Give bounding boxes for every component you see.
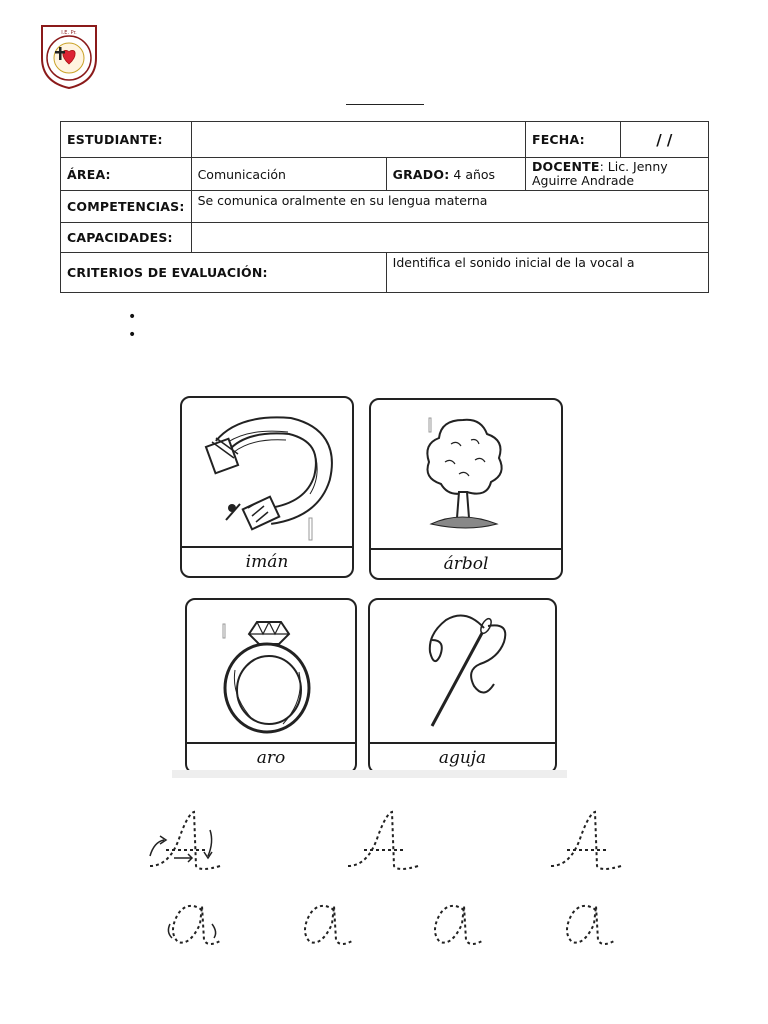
logo-top-text: I.E. Pr. bbox=[61, 30, 77, 36]
trace-uppercase-a-guide bbox=[140, 806, 230, 876]
estudiante-label: ESTUDIANTE: bbox=[61, 122, 192, 158]
grado-value: 4 años bbox=[453, 166, 496, 182]
student-info-table bbox=[60, 121, 709, 293]
trace-lowercase-a bbox=[552, 894, 624, 954]
docente-value: : Lic. Jenny Aguirre Andrade bbox=[531, 159, 668, 188]
card-aro[interactable] bbox=[185, 598, 357, 774]
trace-lowercase-a bbox=[290, 894, 362, 954]
card-caption: árbol bbox=[371, 548, 561, 578]
needle-icon bbox=[370, 600, 555, 740]
docente-label: DOCENTE bbox=[531, 159, 600, 174]
card-aguja[interactable] bbox=[368, 598, 557, 774]
area-value: Comunicación bbox=[191, 158, 386, 191]
card-arbol[interactable] bbox=[369, 398, 563, 580]
criterios-label: CRITERIOS DE EVALUACIÓN: bbox=[61, 253, 387, 293]
school-logo bbox=[38, 18, 100, 90]
competencias-value: Se comunica oralmente en su lengua materna bbox=[191, 191, 708, 223]
card-iman[interactable] bbox=[180, 396, 354, 578]
capacidades-field[interactable] bbox=[191, 223, 708, 253]
ring-icon bbox=[187, 600, 355, 740]
magnet-icon bbox=[182, 398, 352, 546]
card-caption: aguja bbox=[370, 742, 555, 772]
area-label: ÁREA: bbox=[61, 158, 192, 191]
criterios-value: Identifica el sonido inicial de la vocal a bbox=[386, 253, 708, 293]
trace-lowercase-a-guide bbox=[158, 894, 230, 954]
image-shadow bbox=[172, 770, 567, 778]
capacidades-label: CAPACIDADES: bbox=[61, 223, 192, 253]
estudiante-field[interactable] bbox=[191, 122, 525, 158]
bullet-item: • bbox=[128, 309, 137, 325]
card-caption: imán bbox=[182, 546, 352, 576]
fecha-field[interactable]: / / bbox=[620, 122, 708, 158]
trace-uppercase-a bbox=[342, 806, 432, 876]
fecha-label: FECHA: bbox=[525, 122, 620, 158]
title-underline bbox=[346, 104, 424, 105]
trace-uppercase-a bbox=[545, 806, 635, 876]
bullet-item: • bbox=[128, 327, 137, 343]
card-caption: aro bbox=[187, 742, 355, 772]
trace-lowercase-a bbox=[420, 894, 492, 954]
grado-label: GRADO: bbox=[392, 166, 450, 182]
tree-icon bbox=[371, 400, 561, 548]
bullet-list bbox=[128, 308, 136, 344]
competencias-label: COMPETENCIAS: bbox=[61, 191, 192, 223]
